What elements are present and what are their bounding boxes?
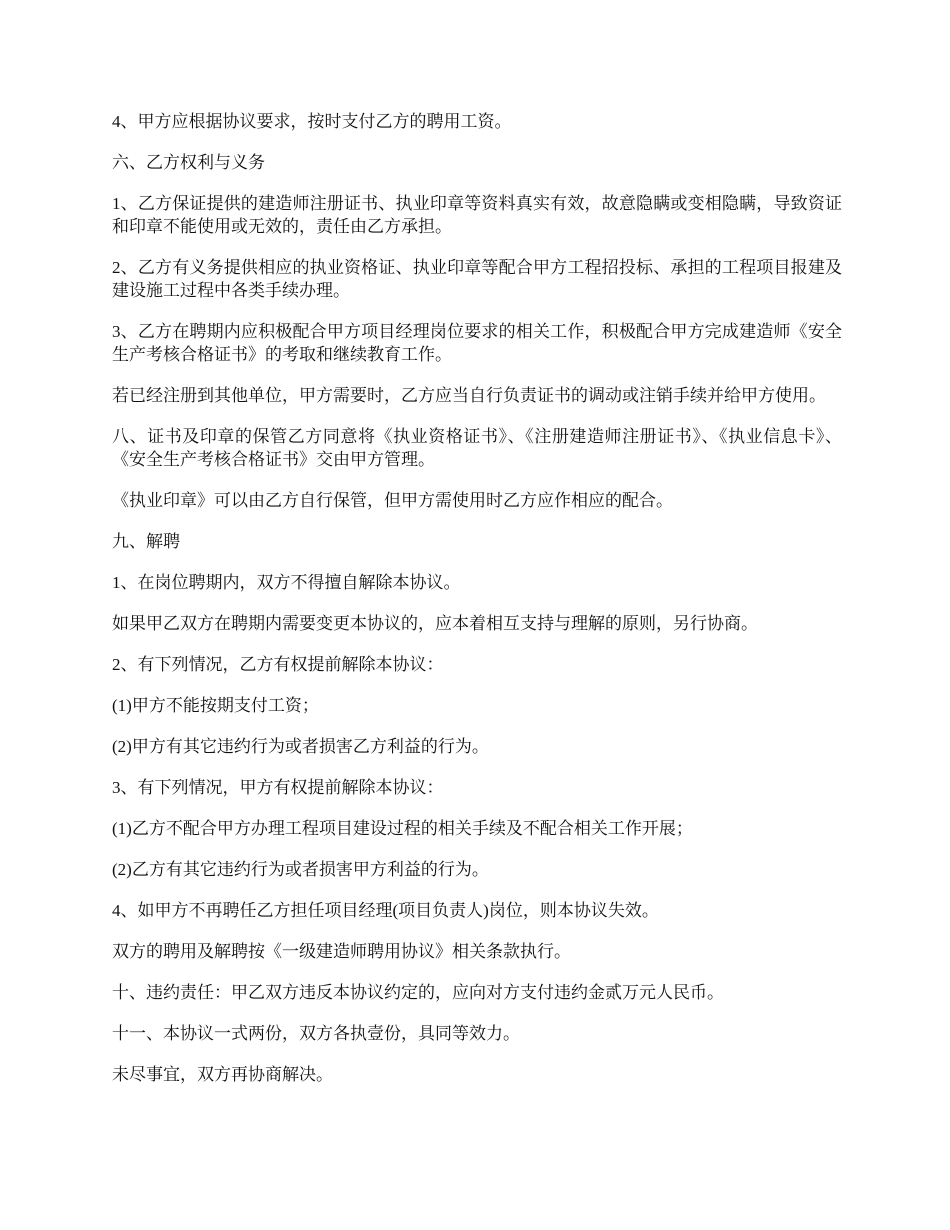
list-item: (2)甲方有其它违约行为或者损害乙方利益的行为。	[112, 737, 489, 756]
paragraph: 3、乙方在聘期内应积极配合甲方项目经理岗位要求的相关工作，积极配合甲方完成建造师《安全生产考核合格证书》的考取和继续教育工作。	[112, 322, 842, 364]
paragraph: 双方的聘用及解聘按《一级建造师聘用协议》相关条款执行。	[112, 942, 571, 961]
section-heading: 六、乙方权利与义务	[112, 153, 265, 172]
list-item: (1)甲方不能按期支付工资；	[112, 696, 319, 715]
paragraph: 2、有下列情况，乙方有权提前解除本协议：	[112, 655, 444, 674]
paragraph: 4、如甲方不再聘任乙方担任项目经理(项目负责人)岗位，则本协议失效。	[112, 901, 659, 920]
section-heading: 十、违约责任：甲乙双方违反本协议约定的，应向对方支付违约金贰万元人民币。	[112, 983, 724, 1002]
paragraph: 2、乙方有义务提供相应的执业资格证、执业印章等配合甲方工程招投标、承担的工程项目报建及建设施工过程中各类手续办理。	[112, 258, 842, 300]
paragraph: 4、甲方应根据协议要求，按时支付乙方的聘用工资。	[112, 112, 512, 131]
section-heading: 十一、本协议一式两份，双方各执壹份，具同等效力。	[112, 1024, 520, 1043]
paragraph: 1、乙方保证提供的建造师注册证书、执业印章等资料真实有效，故意隐瞒或变相隐瞒，导致资证和印章不能使用或无效的，责任由乙方承担。	[112, 194, 842, 236]
paragraph: 八、证书及印章的保管乙方同意将《执业资格证书》、《注册建造师注册证书》、《执业信息卡》、《安全生产考核合格证书》交由甲方管理。	[112, 427, 842, 469]
paragraph: 《执业印章》可以由乙方自行保管，但甲方需使用时乙方应作相应的配合。	[112, 491, 673, 510]
paragraph: 若已经注册到其他单位，甲方需要时，乙方应当自行负责证书的调动或注销手续并给甲方使用。	[112, 386, 826, 405]
list-item: (1)乙方不配合甲方办理工程项目建设过程的相关手续及不配合相关工作开展；	[112, 819, 693, 838]
paragraph: 3、有下列情况，甲方有权提前解除本协议：	[112, 778, 444, 797]
list-item: (2)乙方有其它违约行为或者损害甲方利益的行为。	[112, 860, 489, 879]
section-heading: 九、解聘	[112, 532, 180, 551]
paragraph: 未尽事宜，双方再协商解决。	[112, 1065, 333, 1084]
paragraph: 1、在岗位聘期内，双方不得擅自解除本协议。	[112, 573, 461, 592]
document-body	[112, 110, 842, 1104]
paragraph: 如果甲乙双方在聘期内需要变更本协议的，应本着相互支持与理解的原则，另行协商。	[112, 614, 758, 633]
